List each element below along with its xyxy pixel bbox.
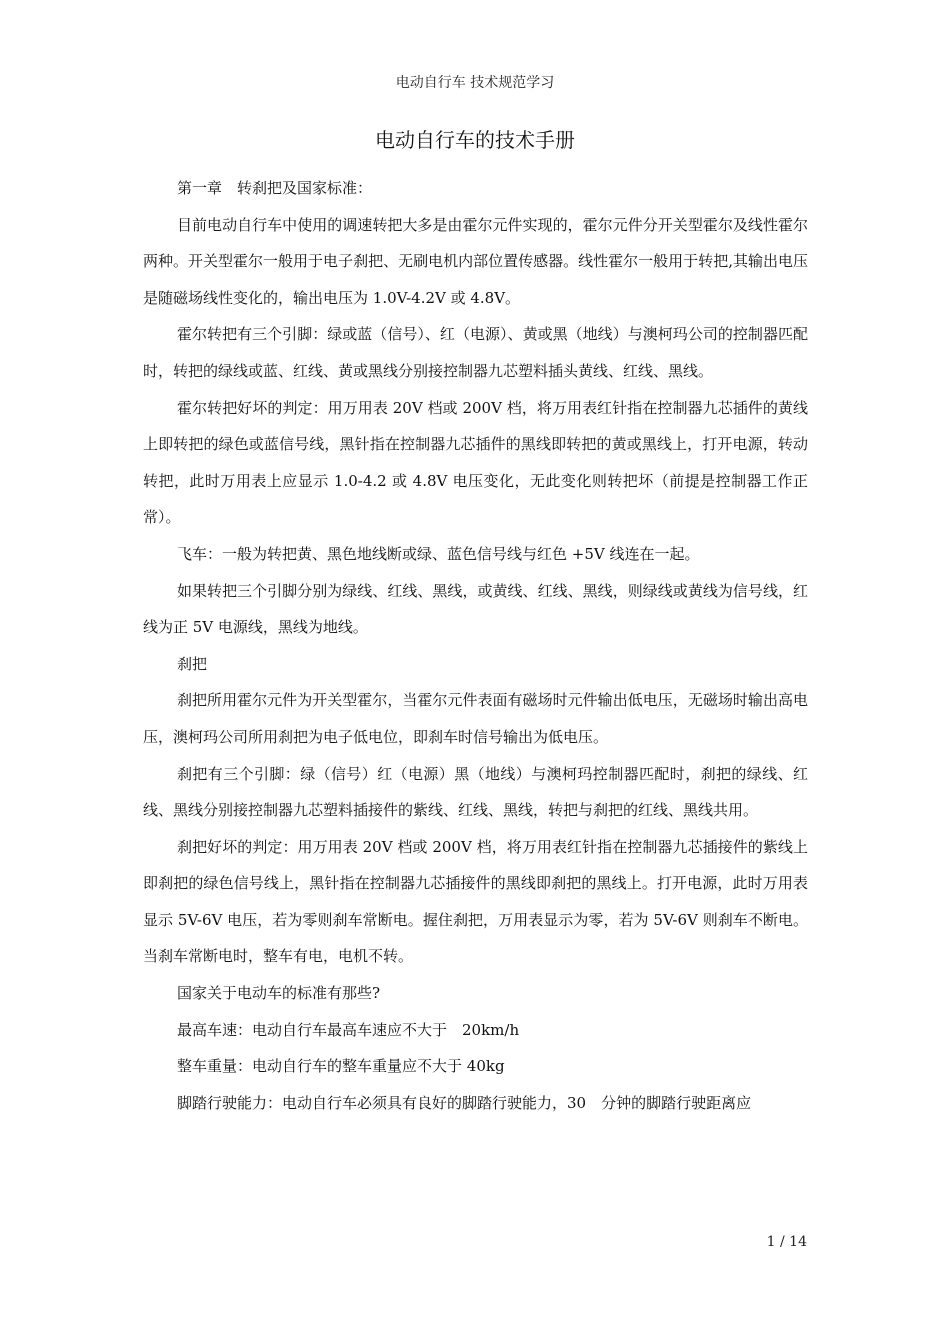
paragraph-brake-test: 刹把好坏的判定：用万用表 20V 档或 200V 档，将万用表红针指在控制器九芯插接件的紫线上即刹把的绿色信号线上，黑针指在控制器九芯插接件的黑线即刹把的黑线上。打开电源，此时万用表显示 5V-6V 电压，若为零则刹车常断电。握住刹把，万用表显示为零，若为 5V-6V 则刹车不断电。当刹车常断电时，整车有电，电机不转。 <box>143 837 808 966</box>
running-header: 电动自行车 技术规范学习 <box>395 75 555 91</box>
paragraph-hall-throttle-intro: 目前电动自行车中使用的调速转把大多是由霍尔元件实现的，霍尔元件分开关型霍尔及线性霍尔两种。开关型霍尔一般用于电子刹把、无刷电机内部位置传感器。线性霍尔一般用于转把,其输出电压是随磁场线性变化的，输出电压为 1.0V-4.2V 或 4.8V。 <box>143 215 808 307</box>
paragraph-throttle-wires: 如果转把三个引脚分别为绿线、红线、黑线，或黄线、红线、黑线，则绿线或黄线为信号线，红线为正 5V 电源线，黑线为地线。 <box>143 581 808 637</box>
document-title: 电动自行车的技术手册 <box>375 128 575 152</box>
paragraph-brake-pins: 刹把有三个引脚：绿（信号）红（电源）黑（地线）与澳柯玛控制器匹配时，刹把的绿线、红线、黑线分别接控制器九芯塑料插接件的紫线、红线、黑线，转把与刹把的红线、黑线共用。 <box>143 764 808 820</box>
document-body <box>143 170 808 1121</box>
paragraph-max-speed: 最高车速：电动自行车最高车速应不大于 20km/h <box>177 1020 520 1039</box>
chapter-heading: 第一章 转刹把及国家标准： <box>177 179 373 197</box>
section-heading-brake: 刹把 <box>177 654 208 673</box>
paragraph-brake-hall: 刹把所用霍尔元件为开关型霍尔，当霍尔元件表面有磁场时元件输出低电压，无磁场时输出高电压，澳柯玛公司所用刹把为电子低电位，即刹车时信号输出为低电压。 <box>143 691 808 746</box>
paragraph-pedal-ability: 脚踏行驶能力：电动自行车必须具有良好的脚踏行驶能力，30 分钟的脚踏行驶距离应 <box>177 1093 752 1112</box>
paragraph-throttle-test: 霍尔转把好坏的判定：用万用表 20V 档或 200V 档，将万用表红针指在控制器九芯插件的黄线上即转把的绿色或蓝信号线，黑针指在控制器九芯插件的黑线即转把的黄或黑线上，打开电源，转动转把，此时万用表上应显示 1.0-4.2 或 4.8V 电压变化，无此变化则转把坏（前提是控制器工作正常）。 <box>143 398 808 527</box>
paragraph-national-standards: 国家关于电动车的标准有那些? <box>177 984 381 1003</box>
paragraph-weight: 整车重量：电动自行车的整车重量应不大于 40kg <box>177 1057 505 1076</box>
page-number: 1 / 14 <box>766 1234 807 1250</box>
paragraph-runaway: 飞车：一般为转把黄、黑色地线断或绿、蓝色信号线与红色 +5V 线连在一起。 <box>177 544 700 563</box>
paragraph-throttle-pins: 霍尔转把有三个引脚：绿或蓝（信号）、红（电源）、黄或黑（地线）与澳柯玛公司的控制器匹配时，转把的绿线或蓝、红线、黄或黑线分别接控制器九芯塑料插头黄线、红线、黑线。 <box>143 325 808 380</box>
